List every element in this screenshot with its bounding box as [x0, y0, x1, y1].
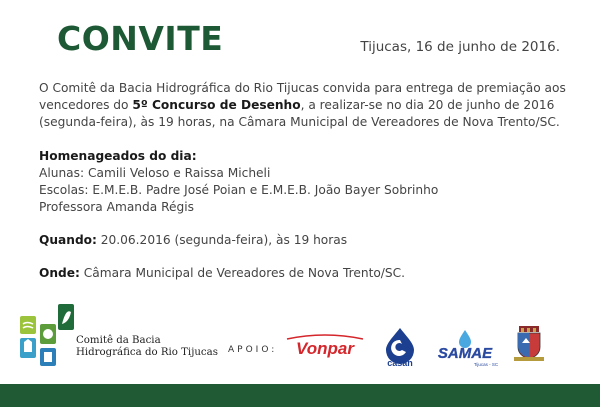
vonpar-logo [285, 333, 365, 363]
when-label: Quando: [39, 233, 97, 247]
committee-logo [18, 302, 218, 372]
where-line [39, 265, 579, 282]
when-value: 20.06.2016 (segunda-feira), às 19 horas [96, 233, 348, 247]
honored-schools: Escolas: E.M.E.B. Padre José Poian e E.M.E.B. João Bayer Sobrinho [39, 183, 439, 197]
samae-logo [430, 328, 500, 372]
intro-text: O Comitê da Bacia Hidrográfica do Rio Tijucas convida para entrega de premiação aos vencedores do [39, 81, 566, 112]
intro-paragraph [39, 80, 579, 131]
when-line [39, 232, 579, 249]
vonpar-wordmark: Vonpar [296, 339, 354, 358]
committee-emblem-icon [18, 302, 78, 372]
where-value: Câmara Municipal de Vereadores de Nova Trento/SC. [79, 266, 406, 280]
footer-bar [0, 384, 600, 407]
where-label: Onde: [39, 266, 80, 280]
invitation-title: CONVITE [57, 19, 224, 58]
casan-logo [380, 326, 420, 372]
committee-name [76, 335, 218, 359]
honored-teacher: Professora Amanda Régis [39, 200, 195, 214]
committee-name-line1: Comitê da Bacia [76, 335, 161, 346]
intro-text-rest: , a realizar-se no dia 20 de junho de 2016 (segunda-feira), às 19 horas, na Câmara Municipal de Vereadores de Nova Trento/SC. [39, 98, 560, 129]
casan-wordmark: casan [387, 358, 413, 368]
support-label: APOIO: [228, 345, 278, 355]
honored-students: Alunas: Camili Veloso e Raissa Micheli [39, 166, 271, 180]
invitation-date: Tijucas, 16 de junho de 2016. [360, 39, 560, 55]
contest-name: 5º Concurso de Desenho [132, 98, 301, 112]
municipal-coat-of-arms [512, 325, 546, 369]
samae-subtitle: Tijucas - SC [473, 362, 499, 367]
invitation-body [39, 80, 579, 282]
coat-of-arms-icon [512, 325, 546, 365]
committee-name-line2: Hidrográfica do Rio Tijucas [76, 347, 218, 358]
honored-heading: Homenageados do dia: [39, 149, 197, 163]
samae-wordmark: SAMAE [437, 345, 493, 362]
